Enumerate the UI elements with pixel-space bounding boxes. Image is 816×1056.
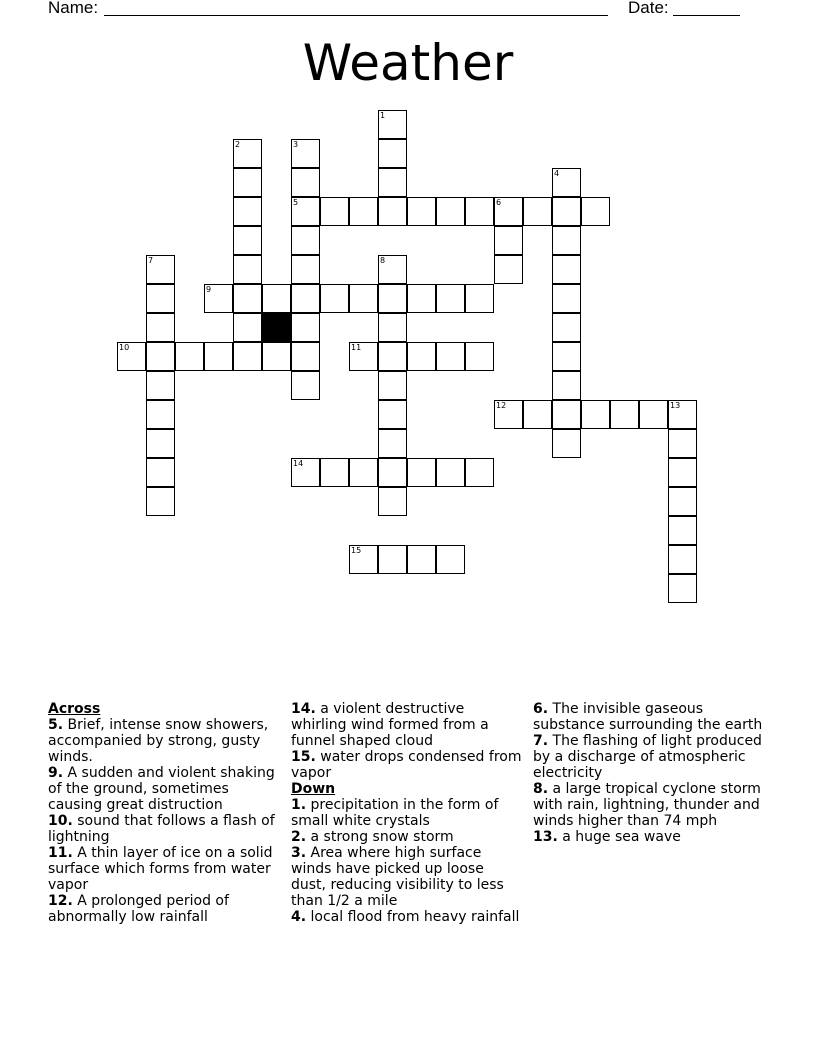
- clue-item: [291, 749, 523, 781]
- clue-item: [48, 893, 280, 925]
- grid-cell[interactable]: [436, 197, 465, 226]
- clue-number: 2: [235, 140, 241, 149]
- grid-cell[interactable]: [291, 284, 320, 313]
- grid-cell[interactable]: [146, 371, 175, 400]
- grid-cell[interactable]: [581, 197, 610, 226]
- clue-item: [533, 733, 765, 781]
- clue-item-text: a violent destructive whirling wind formed from a funnel shaped cloud: [291, 701, 489, 749]
- clue-item-number: 15.: [291, 749, 316, 765]
- grid-cell[interactable]: [378, 371, 407, 400]
- clue-item-text: local flood from heavy rainfall: [306, 909, 520, 925]
- across-heading: Across: [48, 701, 101, 717]
- grid-cell[interactable]: [233, 313, 262, 342]
- grid-cell[interactable]: [494, 197, 523, 226]
- clue-item-text: sound that follows a flash of lightning: [48, 813, 275, 845]
- clue-item: [48, 717, 280, 765]
- grid-cell[interactable]: [581, 400, 610, 429]
- grid-cell[interactable]: [204, 342, 233, 371]
- grid-cell[interactable]: [378, 139, 407, 168]
- clue-item: [48, 813, 280, 845]
- grid-cell[interactable]: [552, 197, 581, 226]
- grid-cell[interactable]: [349, 284, 378, 313]
- grid-cell[interactable]: [349, 458, 378, 487]
- clue-item-text: A prolonged period of abnormally low rainfall: [48, 893, 229, 925]
- grid-cell[interactable]: [291, 197, 320, 226]
- clue-item-number: 6.: [533, 701, 549, 717]
- grid-block: [262, 313, 291, 342]
- clue-item-number: 1.: [291, 797, 307, 813]
- clue-item: [291, 909, 523, 925]
- grid-cell[interactable]: [291, 371, 320, 400]
- grid-cell[interactable]: [436, 284, 465, 313]
- grid-cell[interactable]: [378, 110, 407, 139]
- clue-number: 14: [293, 459, 304, 468]
- grid-cell[interactable]: [378, 255, 407, 284]
- clue-number: 10: [119, 343, 130, 352]
- grid-cell[interactable]: [523, 197, 552, 226]
- grid-cell[interactable]: [378, 400, 407, 429]
- grid-cell[interactable]: [552, 342, 581, 371]
- grid-cell[interactable]: [552, 429, 581, 458]
- grid-cell[interactable]: [465, 458, 494, 487]
- grid-cell[interactable]: [349, 342, 378, 371]
- grid-cell[interactable]: [378, 342, 407, 371]
- grid-cell[interactable]: [146, 400, 175, 429]
- grid-cell[interactable]: [233, 139, 262, 168]
- clue-item-number: 11.: [48, 845, 73, 861]
- grid-cell[interactable]: [146, 313, 175, 342]
- grid-cell[interactable]: [146, 255, 175, 284]
- grid-cell[interactable]: [436, 458, 465, 487]
- grid-cell[interactable]: [407, 284, 436, 313]
- grid-cell[interactable]: [523, 400, 552, 429]
- clue-item: [291, 845, 523, 909]
- grid-cell[interactable]: [146, 429, 175, 458]
- grid-cell[interactable]: [233, 342, 262, 371]
- grid-cell[interactable]: [204, 284, 233, 313]
- grid-cell[interactable]: [407, 342, 436, 371]
- grid-cell[interactable]: [465, 197, 494, 226]
- clue-item: [291, 797, 523, 829]
- clue-item-text: water drops condensed from vapor: [291, 749, 522, 781]
- name-label: Name:: [48, 0, 99, 17]
- clue-item-number: 3.: [291, 845, 307, 861]
- grid-cell[interactable]: [407, 197, 436, 226]
- grid-cell[interactable]: [378, 197, 407, 226]
- clue-number: 7: [148, 256, 154, 265]
- grid-cell[interactable]: [175, 342, 204, 371]
- grid-cell[interactable]: [552, 284, 581, 313]
- grid-cell[interactable]: [668, 516, 697, 545]
- grid-cell[interactable]: [668, 429, 697, 458]
- clue-item: [48, 765, 280, 813]
- grid-cell[interactable]: [552, 226, 581, 255]
- clue-item-text: Area where high surface winds have picked up loose dust, reducing visibility to less than 1/2 a mile: [291, 845, 504, 909]
- grid-cell[interactable]: [668, 400, 697, 429]
- clue-number: 6: [496, 198, 502, 207]
- clue-item-number: 14.: [291, 701, 316, 717]
- clue-item-text: a huge sea wave: [557, 829, 681, 845]
- grid-cell[interactable]: [233, 168, 262, 197]
- grid-cell[interactable]: [407, 458, 436, 487]
- grid-cell[interactable]: [668, 545, 697, 574]
- grid-cell[interactable]: [378, 487, 407, 516]
- clues-column-1: [48, 701, 280, 925]
- grid-cell[interactable]: [146, 458, 175, 487]
- clue-number: 15: [351, 546, 362, 555]
- grid-cell[interactable]: [465, 284, 494, 313]
- clue-item-number: 4.: [291, 909, 307, 925]
- grid-cell[interactable]: [552, 255, 581, 284]
- grid-cell[interactable]: [494, 400, 523, 429]
- clue-item-text: A thin layer of ice on a solid surface which forms from water vapor: [48, 845, 273, 893]
- grid-cell[interactable]: [436, 545, 465, 574]
- grid-cell[interactable]: [378, 429, 407, 458]
- grid-cell[interactable]: [378, 458, 407, 487]
- down-clue-list-cont: [533, 701, 765, 845]
- grid-cell[interactable]: [233, 197, 262, 226]
- clue-item-text: The flashing of light produced by a discharge of atmospheric electricity: [533, 733, 762, 781]
- grid-cell[interactable]: [610, 400, 639, 429]
- grid-cell[interactable]: [378, 168, 407, 197]
- grid-cell[interactable]: [349, 545, 378, 574]
- grid-cell[interactable]: [291, 458, 320, 487]
- grid-cell[interactable]: [349, 197, 378, 226]
- grid-cell[interactable]: [233, 255, 262, 284]
- clue-number: 12: [496, 401, 507, 410]
- grid-cell[interactable]: [552, 400, 581, 429]
- grid-cell[interactable]: [668, 487, 697, 516]
- grid-cell[interactable]: [146, 342, 175, 371]
- grid-cell[interactable]: [378, 545, 407, 574]
- clue-item-text: Brief, intense snow showers, accompanied by strong, gusty winds.: [48, 717, 269, 765]
- grid-cell[interactable]: [262, 284, 291, 313]
- grid-cell[interactable]: [494, 226, 523, 255]
- grid-cell[interactable]: [552, 313, 581, 342]
- clue-number: 1: [380, 111, 386, 120]
- grid-cell[interactable]: [291, 313, 320, 342]
- grid-cell[interactable]: [436, 342, 465, 371]
- grid-cell[interactable]: [668, 458, 697, 487]
- clue-item: [533, 701, 765, 733]
- clue-item-text: a strong snow storm: [306, 829, 454, 845]
- clue-item-number: 10.: [48, 813, 73, 829]
- grid-cell[interactable]: [320, 458, 349, 487]
- clues-column-3: [533, 701, 765, 845]
- clue-item: [291, 701, 523, 749]
- across-clue-list-cont: [291, 701, 523, 781]
- grid-cell[interactable]: [146, 284, 175, 313]
- grid-cell[interactable]: [291, 255, 320, 284]
- grid-cell[interactable]: [146, 487, 175, 516]
- page-title: Weather: [302, 34, 514, 92]
- clue-number: 4: [554, 169, 560, 178]
- grid-cell[interactable]: [552, 168, 581, 197]
- grid-cell[interactable]: [233, 284, 262, 313]
- grid-cell[interactable]: [320, 284, 349, 313]
- down-heading: Down: [291, 781, 336, 797]
- clue-item: [48, 845, 280, 893]
- grid-cell[interactable]: [117, 342, 146, 371]
- clue-item-number: 9.: [48, 765, 64, 781]
- grid-cell[interactable]: [639, 400, 668, 429]
- clue-number: 8: [380, 256, 386, 265]
- clue-item-number: 2.: [291, 829, 307, 845]
- grid-cell[interactable]: [291, 226, 320, 255]
- clue-item-text: A sudden and violent shaking of the ground, sometimes causing great distruction: [48, 765, 275, 813]
- grid-cell[interactable]: [262, 342, 291, 371]
- clues-column-2: [291, 701, 523, 925]
- clue-item-number: 8.: [533, 781, 549, 797]
- date-label: Date:: [628, 0, 669, 17]
- clue-number: 13: [670, 401, 681, 410]
- clue-number: 5: [293, 198, 299, 207]
- clue-item: [533, 781, 765, 829]
- across-clue-list: [48, 717, 280, 925]
- clue-number: 9: [206, 285, 212, 294]
- grid-cell[interactable]: [233, 226, 262, 255]
- grid-cell[interactable]: [378, 284, 407, 313]
- clue-item-text: The invisible gaseous substance surrounding the earth: [533, 701, 763, 733]
- grid-cell[interactable]: [668, 574, 697, 603]
- clue-item-text: precipitation in the form of small white crystals: [291, 797, 499, 829]
- clue-item-number: 13.: [533, 829, 558, 845]
- grid-cell[interactable]: [494, 255, 523, 284]
- clue-item-number: 12.: [48, 893, 73, 909]
- clue-number: 11: [351, 343, 362, 352]
- clue-number: 3: [293, 140, 299, 149]
- grid-cell[interactable]: [407, 545, 436, 574]
- grid-cell[interactable]: [552, 371, 581, 400]
- down-clue-list: [291, 797, 523, 925]
- grid-cell[interactable]: [291, 342, 320, 371]
- grid-cell[interactable]: [291, 139, 320, 168]
- clue-item-text: a large tropical cyclone storm with rain, lightning, thunder and winds higher than 74 mph: [533, 781, 761, 829]
- clue-item-number: 7.: [533, 733, 549, 749]
- grid-cell[interactable]: [465, 342, 494, 371]
- clue-item-number: 5.: [48, 717, 64, 733]
- grid-cell[interactable]: [320, 197, 349, 226]
- grid-cell[interactable]: [291, 168, 320, 197]
- clue-item: [533, 829, 765, 845]
- clue-item: [291, 829, 523, 845]
- grid-cell[interactable]: [378, 313, 407, 342]
